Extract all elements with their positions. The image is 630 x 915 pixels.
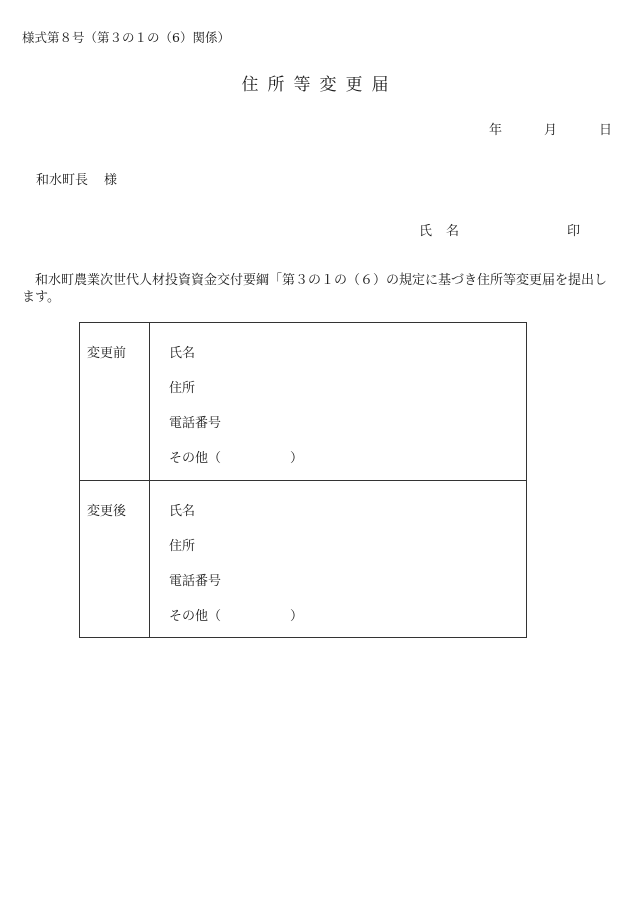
after-phone-field: 電話番号 [169, 574, 222, 589]
after-other-field: その他（ [169, 609, 222, 624]
before-address-field: 住所 [169, 381, 196, 396]
change-table [79, 322, 527, 638]
date-year-label: 年 [489, 123, 503, 138]
date-day-label: 日 [599, 123, 613, 138]
before-other-close-paren: ） [290, 451, 304, 466]
after-section [80, 481, 526, 637]
body-text: 和水町農業次世代人材投資資金交付要綱「第３の１の（６）の規定に基づき住所等変更届を提出します。 [22, 273, 608, 305]
before-other-field: その他（ [169, 451, 222, 466]
after-address-field: 住所 [169, 539, 196, 554]
applicant-name-label-1: 氏 [419, 224, 433, 239]
recipient-name: 和水町長 [36, 173, 89, 188]
date-month-label: 月 [544, 123, 558, 138]
form-number: 様式第８号（第３の１の（6）関係） [22, 30, 230, 45]
recipient-honorific: 様 [104, 173, 118, 188]
applicant-name-label-2: 名 [446, 224, 460, 239]
before-phone-field: 電話番号 [169, 416, 222, 431]
column-divider [149, 323, 150, 480]
before-name-field: 氏名 [169, 346, 196, 361]
before-section [80, 323, 526, 481]
applicant-name-label [419, 220, 459, 239]
column-divider [149, 481, 150, 637]
recipient-line [36, 169, 117, 188]
after-name-field: 氏名 [169, 504, 196, 519]
page-title: 住所等変更届 [241, 75, 398, 95]
after-label: 変更後 [87, 504, 127, 519]
seal-mark: 印 [567, 224, 581, 239]
before-label: 変更前 [87, 346, 127, 361]
after-other-close-paren: ） [290, 609, 304, 624]
